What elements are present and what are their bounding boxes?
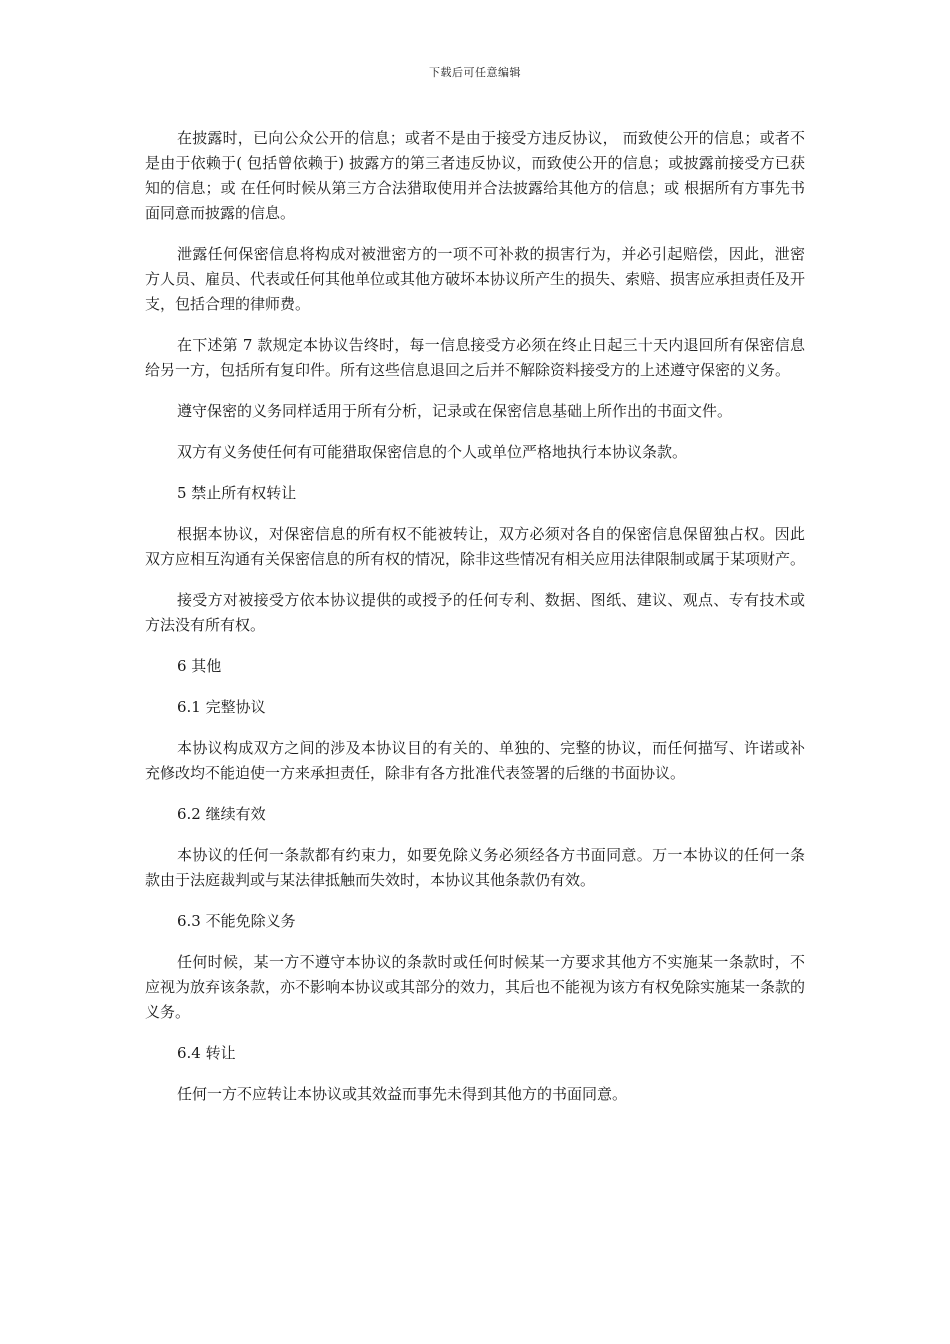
paragraph: 任何一方不应转让本协议或其效益而事先未得到其他方的书面同意。: [177, 1085, 628, 1103]
page-header: 下载后可任意编辑: [429, 66, 521, 79]
subsection-heading: 6.1 完整协议: [177, 698, 266, 716]
paragraph: 接受方对被接受方依本协议提供的或授予的任何专利、数据、图纸、建议、观点、专有技术或方法没有所有权。: [145, 591, 805, 634]
document-body: [145, 126, 805, 1123]
subsection-heading: 6.3 不能免除义务: [177, 912, 296, 930]
paragraph: 泄露任何保密信息将构成对被泄密方的一项不可补救的损害行为，并必引起赔偿，因此，泄密方人员、雇员、代表或任何其他单位或其他方破坏本协议所产生的损失、索赔、损害应承担责任及开支，包括合理的律师费。: [145, 245, 806, 313]
paragraph: 任何时候，某一方不遵守本协议的条款时或任何时候某一方要求其他方不实施某一条款时，不应视为放弃该条款，亦不影响本协议或其部分的效力，其后也不能视为该方有权免除实施某一条款的义务。: [145, 953, 806, 1021]
paragraph: 本协议的任何一条款都有约束力，如要免除义务必须经各方书面同意。万一本协议的任何一条款由于法庭裁判或与某法律抵触而失效时，本协议其他条款仍有效。: [145, 846, 805, 889]
section-heading: 5 禁止所有权转让: [177, 484, 297, 502]
paragraph: 本协议构成双方之间的涉及本协议目的有关的、单独的、完整的协议，而任何描写、许诺或补充修改均不能迫使一方来承担责任，除非有各方批准代表签署的后继的书面协议。: [145, 739, 805, 782]
paragraph: 在下述第 7 款规定本协议告终时，每一信息接受方必须在终止日起三十天内退回所有保密信息给另一方，包括所有复印件。所有这些信息退回之后并不解除资料接受方的上述遵守保密的义务。: [145, 336, 805, 379]
subsection-heading: 6.2 继续有效: [177, 805, 266, 823]
subsection-heading: 6.4 转让: [177, 1044, 236, 1062]
paragraph: 遵守保密的义务同样适用于所有分析，记录或在保密信息基础上所作出的书面文件。: [177, 402, 733, 420]
paragraph: 在披露时，已向公众公开的信息；或者不是由于接受方违反协议， 而致使公开的信息；或者不是由于依赖于( 包括曾依赖于) 披露方的第三者违反协议，而致使公开的信息；或披露前接受方已获知的信息；或 在任何时候从第三方合法猎取使用并合法披露给其他方的信息；或 根据所有方事先书面同意而披露的信息。: [145, 129, 805, 222]
paragraph: 双方有义务使任何有可能猎取保密信息的个人或单位严格地执行本协议条款。: [177, 443, 688, 461]
section-heading: 6 其他: [177, 657, 222, 675]
paragraph: 根据本协议，对保密信息的所有权不能被转让，双方必须对各自的保密信息保留独占权。因此双方应相互沟通有关保密信息的所有权的情况，除非这些情况有相关应用法律限制或属于某项财产。: [145, 525, 806, 568]
